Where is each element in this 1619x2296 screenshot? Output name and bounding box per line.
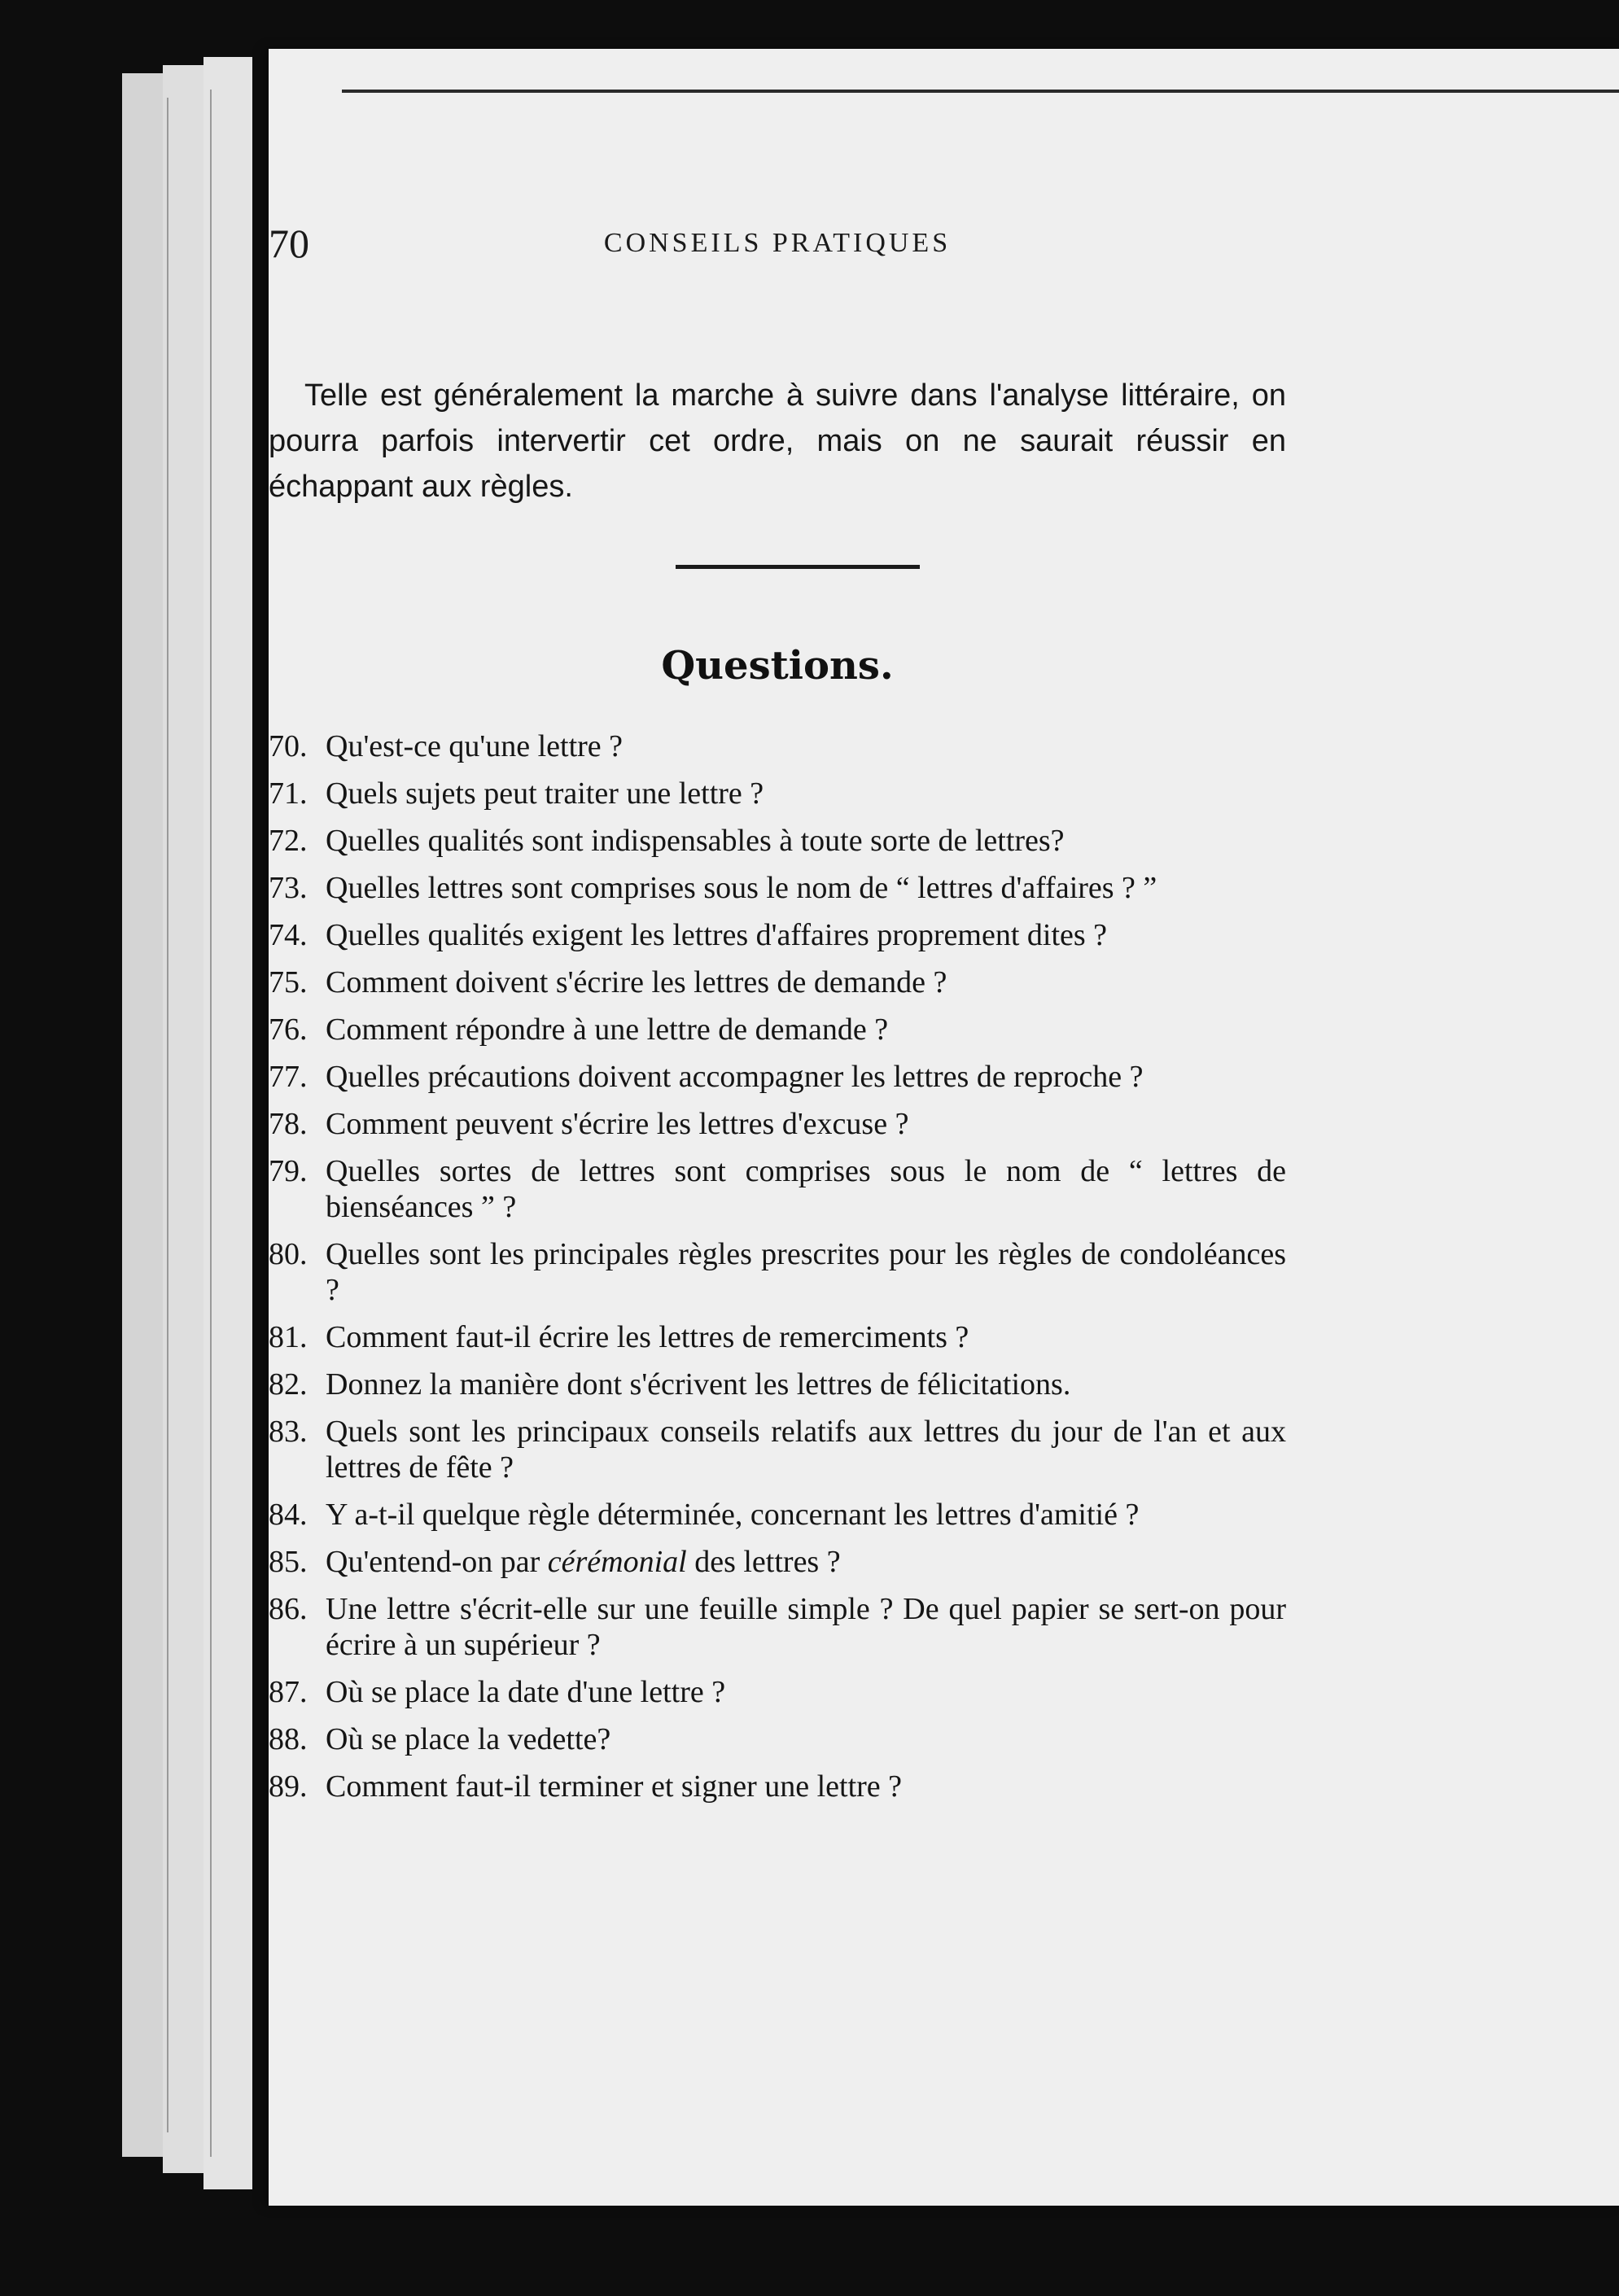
question-text: Qu'entend-on par cérémonial des lettres ? <box>326 1545 841 1579</box>
question-number: 75. <box>269 965 308 999</box>
top-rule <box>342 90 1619 93</box>
section-divider <box>676 565 920 569</box>
question-text: Comment peuvent s'écrire les lettres d'excuse ? <box>326 1107 909 1141</box>
question-item <box>269 1106 1286 1142</box>
question-text: Comment faut-il écrire les lettres de remerciments ? <box>326 1320 969 1354</box>
question-text: Comment répondre à une lettre de demande ? <box>326 1012 889 1047</box>
page-number: 70 <box>269 221 309 266</box>
question-item <box>269 870 1286 906</box>
question-item <box>269 917 1286 953</box>
question-number: 74. <box>269 918 308 952</box>
question-item <box>269 1319 1286 1355</box>
question-number: 85. <box>269 1545 308 1579</box>
question-number: 83. <box>269 1415 308 1449</box>
question-text: Y a-t-il quelque règle déterminée, concernant les lettres d'amitié ? <box>326 1498 1140 1532</box>
question-item <box>269 1497 1286 1533</box>
question-text: Quelles sortes de lettres sont comprises sous le nom de “ lettres de bienséances ” ? <box>326 1154 1286 1224</box>
running-header <box>269 220 1286 277</box>
question-text: Qu'est-ce qu'une lettre ? <box>326 729 624 763</box>
question-item <box>269 1544 1286 1580</box>
question-item <box>269 823 1286 859</box>
question-number: 87. <box>269 1675 308 1709</box>
question-text: Une lettre s'écrit-elle sur une feuille simple ? De quel papier se sert-on pour écrire à un supérieur ? <box>326 1592 1286 1662</box>
question-number: 70. <box>269 729 308 763</box>
question-text: Comment faut-il terminer et signer une lettre ? <box>326 1769 903 1804</box>
question-number: 88. <box>269 1722 308 1756</box>
question-text: Quels sujets peut traiter une lettre ? <box>326 776 764 811</box>
question-item <box>269 1414 1286 1485</box>
question-item <box>269 1591 1286 1663</box>
question-text: Comment doivent s'écrire les lettres de demande ? <box>326 965 947 999</box>
question-text: Quelles lettres sont comprises sous le nom de “ lettres d'affaires ? ” <box>326 871 1157 905</box>
running-title: CONSEILS PRATIQUES <box>603 228 952 258</box>
question-text: Donnez la manière dont s'écrivent les lettres de félicitations. <box>326 1367 1071 1402</box>
question-item <box>269 776 1286 811</box>
section-heading: Questions. <box>661 643 894 689</box>
question-number: 72. <box>269 824 308 858</box>
page-edge-line <box>210 90 212 2157</box>
question-number: 82. <box>269 1367 308 1402</box>
question-number: 78. <box>269 1107 308 1141</box>
question-item <box>269 1367 1286 1402</box>
question-number: 73. <box>269 871 308 905</box>
question-item <box>269 1012 1286 1047</box>
question-number: 86. <box>269 1592 308 1626</box>
question-item <box>269 1059 1286 1095</box>
question-text: Où se place la vedette? <box>326 1722 611 1756</box>
questions-list <box>269 728 1286 1816</box>
question-item <box>269 964 1286 1000</box>
question-text: Quelles qualités exigent les lettres d'affaires proprement dites ? <box>326 918 1108 952</box>
question-text: Quelles sont les principales règles prescrites pour les règles de condoléances ? <box>326 1237 1286 1307</box>
question-item <box>269 1674 1286 1710</box>
question-text: Quelles qualités sont indispensables à toute sorte de lettres? <box>326 824 1065 858</box>
question-item <box>269 1769 1286 1804</box>
page-edge-line <box>167 98 168 2132</box>
question-number: 79. <box>269 1154 308 1188</box>
question-number: 84. <box>269 1498 308 1532</box>
question-number: 71. <box>269 776 308 811</box>
question-text: Où se place la date d'une lettre ? <box>326 1675 726 1709</box>
question-number: 81. <box>269 1320 308 1354</box>
intro-paragraph: Telle est généralement la marche à suivre dans l'analyse littéraire, on pourra parfois intervertir cet ordre, mais on ne saurait réussir en échappant aux règles. <box>269 378 1286 504</box>
question-number: 76. <box>269 1012 308 1047</box>
question-text: Quelles précautions doivent accompagner les lettres de reproche ? <box>326 1060 1144 1094</box>
question-item <box>269 728 1286 764</box>
question-number: 89. <box>269 1769 308 1804</box>
question-item <box>269 1721 1286 1757</box>
question-number: 80. <box>269 1237 308 1271</box>
question-text: Quels sont les principaux conseils relatifs aux lettres du jour de l'an et aux lettres de fête ? <box>326 1415 1286 1485</box>
question-number: 77. <box>269 1060 308 1094</box>
question-item <box>269 1153 1286 1225</box>
question-item <box>269 1236 1286 1308</box>
